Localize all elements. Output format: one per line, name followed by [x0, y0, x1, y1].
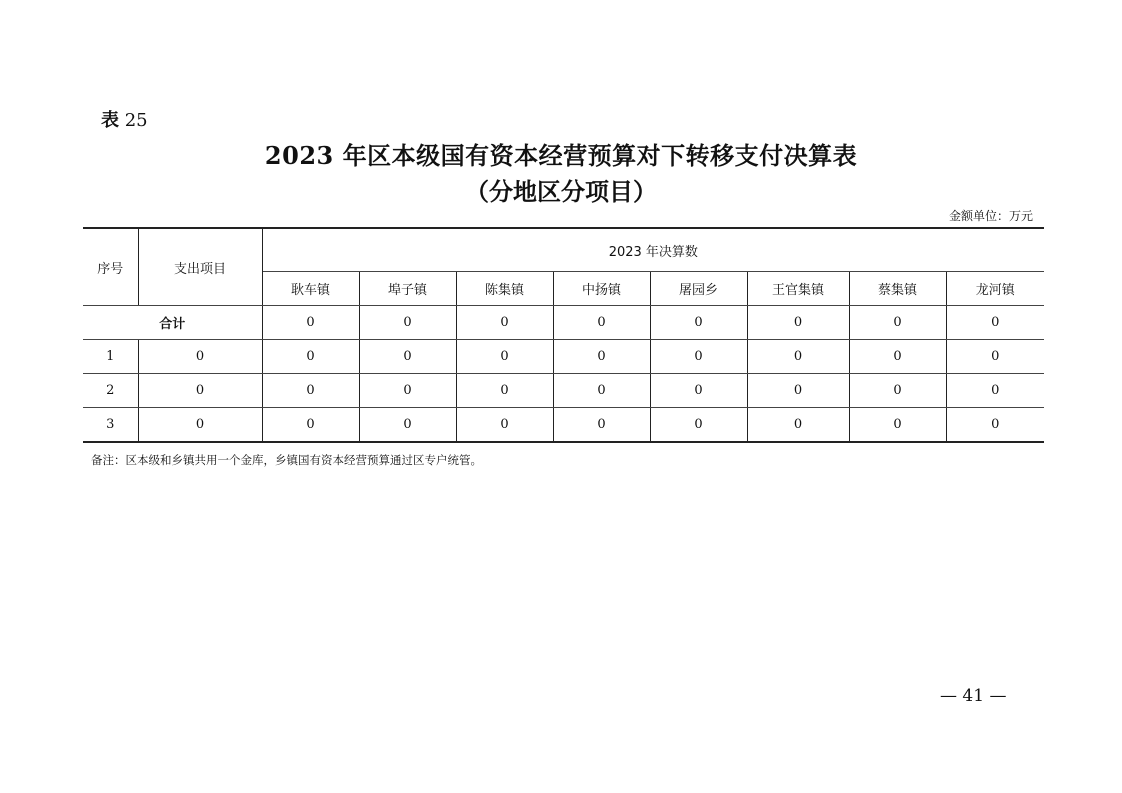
footnote: 备注：区本级和乡镇共用一个金库，乡镇国有资本经营预算通过区专户统管。 [91, 453, 482, 467]
total-cell: 0 [747, 306, 849, 340]
header-seq: 序号 [83, 228, 138, 306]
row-item: 0 [138, 408, 262, 443]
row-seq: 3 [83, 408, 138, 443]
table-cell: 0 [262, 340, 359, 374]
table-row [83, 340, 1044, 374]
table-cell: 0 [650, 374, 747, 408]
table-number [101, 106, 148, 132]
table-cell: 0 [359, 408, 456, 443]
table-number-label: 表 [101, 110, 119, 131]
total-cell: 0 [849, 306, 946, 340]
table-cell: 0 [747, 340, 849, 374]
table-cell: 0 [849, 374, 946, 408]
table-cell: 0 [946, 408, 1044, 443]
row-seq: 1 [83, 340, 138, 374]
table-cell: 0 [553, 374, 650, 408]
table-cell: 0 [946, 374, 1044, 408]
amount-unit: 金额单位：万元 [948, 209, 1033, 223]
header-region: 埠子镇 [359, 272, 456, 306]
total-row [83, 306, 1044, 340]
total-cell: 0 [359, 306, 456, 340]
total-cell: 0 [456, 306, 553, 340]
page-subtitle: （分地区分项目） [465, 177, 657, 206]
table-cell: 0 [262, 408, 359, 443]
table-row [83, 374, 1044, 408]
page-number: — 41 — [940, 686, 1007, 706]
total-cell: 0 [946, 306, 1044, 340]
table-number-value: 25 [124, 110, 148, 131]
total-cell: 0 [553, 306, 650, 340]
table-cell: 0 [946, 340, 1044, 374]
header-group: 2023 年决算数 [262, 228, 1044, 272]
table-cell: 0 [359, 374, 456, 408]
row-item: 0 [138, 340, 262, 374]
table-cell: 0 [456, 340, 553, 374]
table-cell: 0 [849, 340, 946, 374]
table-cell: 0 [456, 408, 553, 443]
table-cell: 0 [747, 374, 849, 408]
table-row [83, 408, 1044, 443]
table-cell: 0 [553, 408, 650, 443]
header-region: 屠园乡 [650, 272, 747, 306]
table-cell: 0 [553, 340, 650, 374]
table-cell: 0 [262, 374, 359, 408]
header-region: 耿车镇 [262, 272, 359, 306]
total-label: 合计 [83, 306, 262, 340]
transfer-payment-table [83, 227, 1044, 443]
header-region: 陈集镇 [456, 272, 553, 306]
table-cell: 0 [650, 340, 747, 374]
table-cell: 0 [747, 408, 849, 443]
header-item: 支出项目 [138, 228, 262, 306]
table-cell: 0 [849, 408, 946, 443]
total-cell: 0 [650, 306, 747, 340]
table-cell: 0 [650, 408, 747, 443]
table-cell: 0 [359, 340, 456, 374]
total-cell: 0 [262, 306, 359, 340]
header-region: 王官集镇 [747, 272, 849, 306]
header-region: 龙河镇 [946, 272, 1044, 306]
table-cell: 0 [456, 374, 553, 408]
row-seq: 2 [83, 374, 138, 408]
page-title: 2023 年区本级国有资本经营预算对下转移支付决算表 [264, 141, 858, 170]
header-region: 蔡集镇 [849, 272, 946, 306]
row-item: 0 [138, 374, 262, 408]
header-region: 中扬镇 [553, 272, 650, 306]
